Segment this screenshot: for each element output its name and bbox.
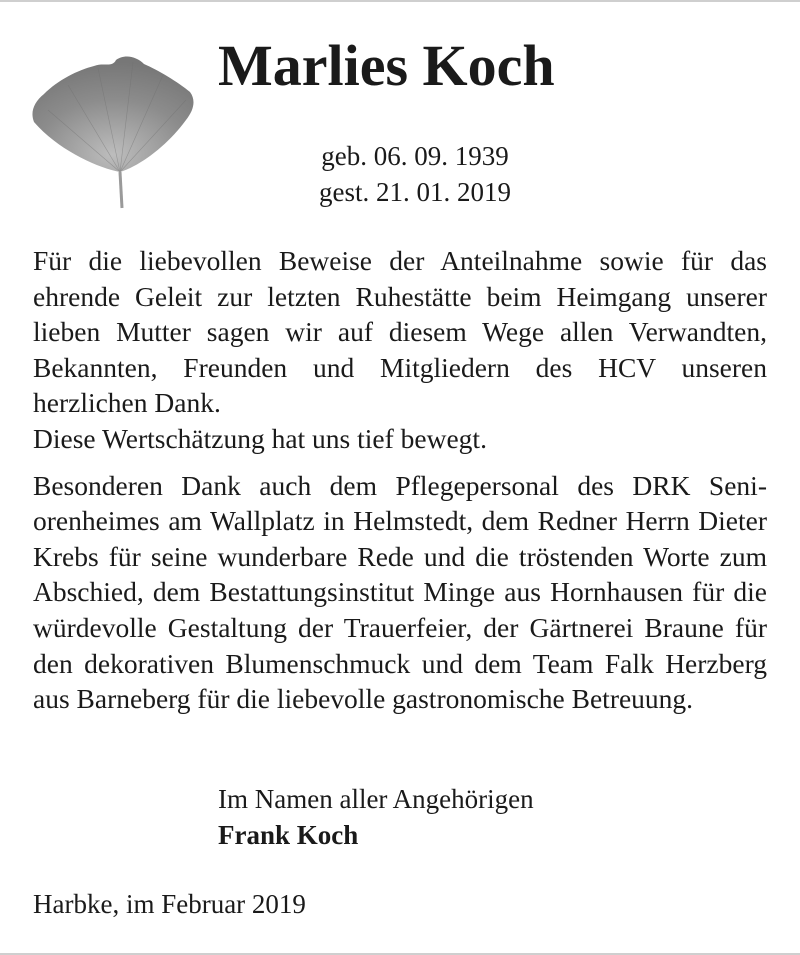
life-dates <box>300 138 530 210</box>
notice-body <box>33 243 767 717</box>
thanks-closing-line: Diese Wertschätzung hat uns tief bewegt. <box>33 422 487 454</box>
thanks-paragraph: Für die liebevollen Beweise der Anteilnahme sowie für das ehrende Geleit zur letzten Ruhestätte beim Heimgang unserer lieben Mutter sagen wir auf diesem Wege allen Verwandten, Bekannten, Freunden und Mitgliedern des HCV unseren herzlichen Dank. <box>33 245 767 419</box>
deceased-name: Marlies Koch <box>218 33 555 98</box>
signer-name: Frank Koch <box>218 820 359 850</box>
signature-line: Im Namen aller Angehörigen <box>218 784 534 814</box>
death-date: gest. 21. 01. 2019 <box>319 177 511 207</box>
special-thanks-paragraph: Besonderen Dank auch dem Pflegepersonal des DRK Seniorenheimes am Wallplatz in Helmstedt, dem Redner Herrn Dieter Krebs für seine wunderbare Rede und die tröstenden Worte zum Abschied, dem Bestattungsinstitut Minge aus Hornhausen für die würdevolle Gestaltung der Trauerfeier, der Gärtnerei Braune für den dekorativen Blumenschmuck und dem Team Falk Herzberg aus Barneberg für die liebevolle gastronomische Betreuung. <box>33 469 767 715</box>
signature-block <box>218 781 534 853</box>
place-and-date: Harbke, im Februar 2019 <box>33 889 306 919</box>
birth-date: geb. 06. 09. 1939 <box>321 141 509 171</box>
ginkgo-leaf-icon <box>28 50 198 210</box>
top-rule <box>0 0 800 2</box>
